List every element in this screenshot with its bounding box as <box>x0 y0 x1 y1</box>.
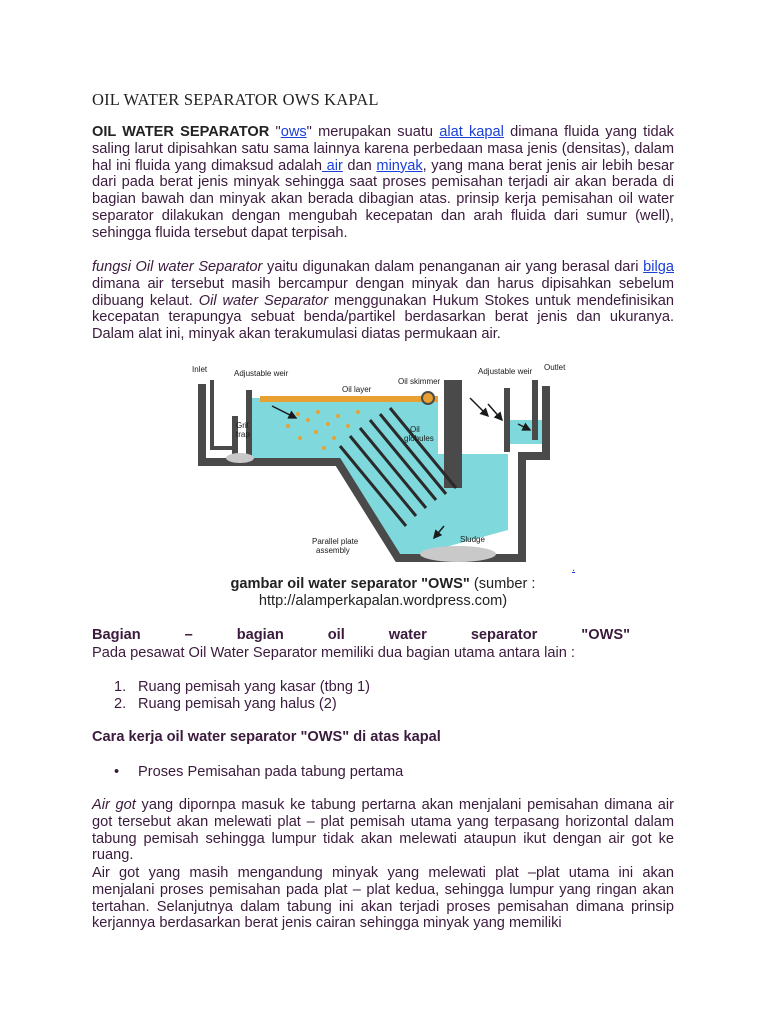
text-span: menggunakan Hukum Stokes untuk mendefinisikan kecepatan terapungya sebuat benda/partikel berdasarkan berat jenis dan ukuranya. Dalam alat ini, minyak akan terakumulasi diatas permukaan air. <box>92 292 674 343</box>
link-bilga[interactable]: bilga <box>643 259 674 275</box>
heading-word: Bagian <box>92 627 141 643</box>
outlet-pipe <box>532 380 538 440</box>
link-minyak[interactable]: minyak <box>376 157 423 174</box>
link-air[interactable]: air <box>321 157 343 174</box>
label-inlet: Inlet <box>192 365 208 374</box>
list-item <box>114 679 370 696</box>
label-oil-layer: Oil layer <box>342 385 372 394</box>
heading-word: bagian <box>236 627 284 643</box>
label-outlet: Outlet <box>544 363 566 372</box>
label-adjustable-weir-right: Adjustable weir <box>478 367 533 376</box>
label-oil-globules-1: Oil <box>410 425 420 434</box>
heading-word: water <box>388 627 427 643</box>
label-adjustable-weir-left: Adjustable weir <box>234 369 289 378</box>
paragraph-definition <box>92 124 674 242</box>
image-link[interactable]: . <box>572 562 576 574</box>
label-grit-trap-1: Grit <box>236 421 249 430</box>
bullet-icon: • <box>114 764 120 780</box>
text-span: dimana fluida yang tidak saling larut dipisahkan satu sama lainnya karena perbedaan masa jenis (densitas), dalam hal ini fluida yang dimaksud adalah <box>92 124 674 174</box>
inlet-pipe <box>212 380 232 448</box>
figure-caption <box>92 576 674 610</box>
paragraph-process-1 <box>92 797 674 864</box>
label-oil-globules-2: globules <box>404 434 434 443</box>
label-oil-skimmer: Oil skimmer <box>398 377 441 386</box>
caption-rest: (sumber : <box>469 576 536 592</box>
text-span: yang dipornpa masuk ke tabung pertarna akan menjalani pemisahan dimana air got tersebut akan melewati plat – plat pemisah utama yang terpasang horizontal dalam tabung pemisah sehingga lumpur tidak akan melewati ataupun ikut dengan air got ke ruang. <box>92 797 674 864</box>
sludge <box>420 546 496 562</box>
cara-kerja-heading: Cara kerja oil water separator "OWS" di atas kapal <box>92 729 441 745</box>
italic-term: Air got <box>92 797 136 813</box>
heading-word: oil <box>327 627 345 643</box>
list-number: 1. <box>114 679 127 695</box>
text-span: dimana air tersebut masih bercampur dengan minyak dan harus dipisahkan sebelum dibuang kelaut. <box>92 275 674 309</box>
oil-layer <box>260 396 438 402</box>
text-span: dan <box>342 157 377 174</box>
list-item <box>114 696 370 713</box>
label-grit-trap-2: trap <box>236 430 250 439</box>
list-number: 2. <box>114 696 127 712</box>
water-outlet-chamber <box>510 420 544 444</box>
link-ows[interactable]: ows <box>280 124 307 140</box>
adjustable-weir-right <box>504 388 510 452</box>
heading-word: "OWS" <box>581 627 630 643</box>
parts-list <box>114 679 370 713</box>
baffle-right <box>444 380 462 488</box>
oil-skimmer <box>422 392 434 404</box>
text-span: , yang mana berat jenis air lebih besar dari pada berat jenis minyak sehingga saat proses pemisahan terjadi air akan berada di bagian bawah dan minyak akan berada dibagian atas. prinsip kerja pemisahan oil water separator dilakukan dengan mengubah kecepatan dan arah fluida dari sumur (well), sehingga fluida tersebut dapat terpisah. <box>92 157 674 241</box>
heading-word: separator <box>470 627 538 643</box>
list-text: Ruang pemisah yang halus (2) <box>138 696 337 712</box>
intro-line: Pada pesawat Oil Water Separator memiliki dua bagian utama antara lain : <box>92 645 575 661</box>
text-span: yaitu digunakan dalam penanganan air yang berasal dari <box>262 259 644 275</box>
page-title: OIL WATER SEPARATOR OWS KAPAL <box>92 90 379 109</box>
text-span: " merupakan suatu <box>306 124 440 140</box>
italic-term: fungsi Oil water Separator <box>92 259 263 275</box>
caption-bold: gambar oil water separator "OWS" <box>230 576 470 592</box>
section-heading-parts <box>92 627 630 643</box>
paragraph-function <box>92 259 674 343</box>
label-sludge: Sludge <box>460 535 485 544</box>
bullet-text: Proses Pemisahan pada tabung pertama <box>138 764 404 780</box>
caption-source-url: http://alamperkapalan.wordpress.com) <box>258 593 508 609</box>
text-span: " <box>269 124 281 140</box>
label-parallel-plate-2: assembly <box>316 546 350 555</box>
label-parallel-plate-1: Parallel plate <box>312 537 359 546</box>
italic-term: Oil water Separator <box>198 292 329 309</box>
list-text: Ruang pemisah yang kasar (tbng 1) <box>138 679 371 695</box>
grit-trap-sludge <box>226 453 254 463</box>
heading-word: – <box>184 627 193 643</box>
bold-term: OIL WATER SEPARATOR <box>92 124 270 140</box>
bullet-item <box>114 764 403 780</box>
ows-diagram <box>188 358 580 570</box>
link-alat-kapal[interactable]: alat kapal <box>439 124 504 140</box>
paragraph-process-2: Air got yang masih mengandung minyak yang melewati plat –plat utama ini akan menjalani proses pemisahan pada plat – plat kedua, sehingga lumpur yang ringan akan tertahan. Selanjutnya dalam tabung ini akan terjadi proses pemisahan dimana prinsip kerjannya berdasarkan berat jenis cairan sehingga minyak yang memiliki <box>92 865 674 932</box>
